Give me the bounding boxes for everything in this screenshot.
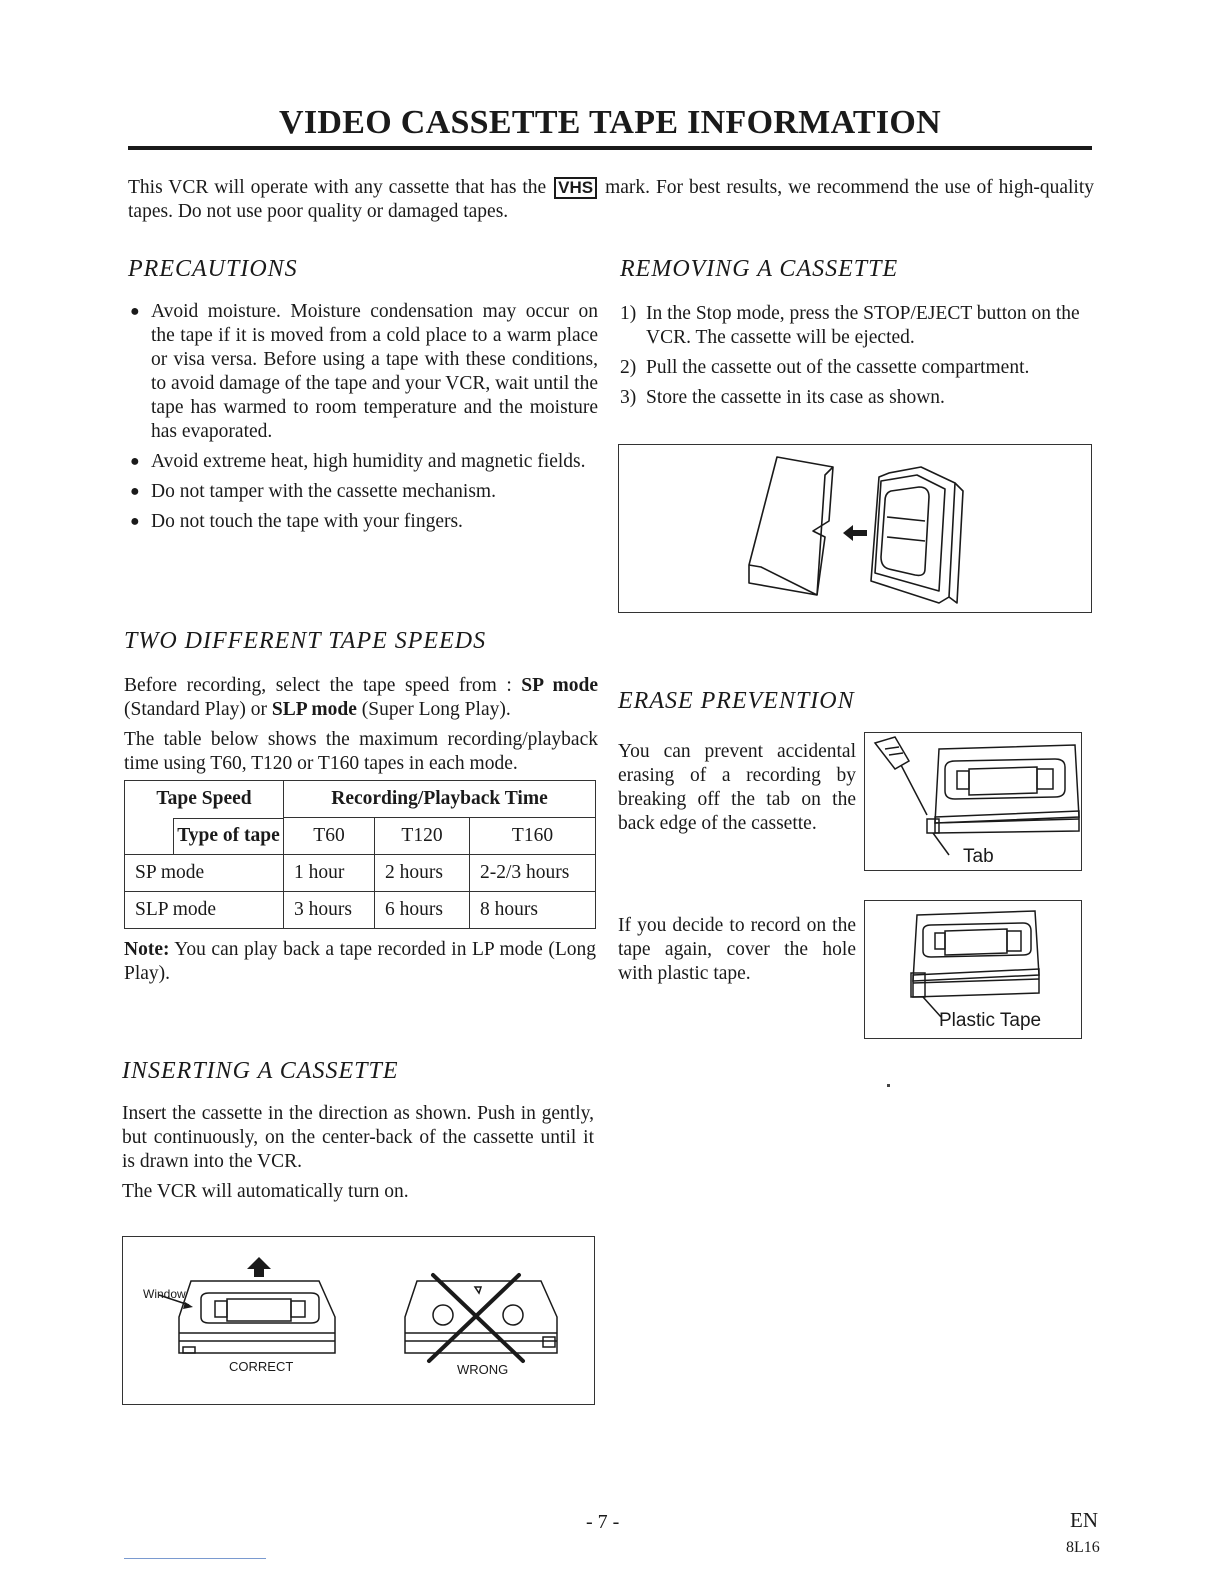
table-cell: 8 hours	[470, 892, 596, 929]
insert-cassette-figure	[122, 1236, 595, 1405]
precautions-list	[128, 300, 598, 540]
list-item: 2) Pull the cassette out of the cassette compartment.	[620, 357, 1030, 378]
tab-label: Tab	[963, 846, 994, 867]
language-code: EN	[1070, 1508, 1098, 1532]
table-cell: 2 hours	[375, 855, 470, 892]
plastic-tape-figure	[864, 900, 1082, 1039]
erase-text-2: If you decide to record on the tape again, cover the hole with plastic tape.	[618, 915, 856, 984]
erase-heading: ERASE PREVENTION	[618, 688, 855, 714]
speeds-text: Before recording, select the tape speed from : SP mode (Standard Play) or SLP mode (Super Long Play). The table below shows the maximum recording/playback time using T60, T120 or T160 tapes in each mode.	[124, 675, 598, 774]
table-row	[125, 892, 596, 929]
vhs-mark-logo: VHS	[554, 177, 597, 199]
table-header-rec-time: Recording/Playback Time	[284, 781, 596, 818]
table-header-type-cell	[125, 818, 284, 855]
list-item: ● Do not touch the tape with your fingers.	[130, 511, 463, 532]
page-title: VIDEO CASSETTE TAPE INFORMATION	[278, 104, 942, 141]
table-cell: 1 hour	[284, 855, 375, 892]
list-item: ● Do not tamper with the cassette mechanism.	[130, 481, 496, 502]
cassette-case-illustration	[619, 445, 1091, 612]
table-row	[125, 855, 596, 892]
table-col-header: T160	[470, 818, 596, 855]
table-cell: 6 hours	[375, 892, 470, 929]
page-number: - 7 -	[586, 1511, 620, 1533]
speeds-heading: TWO DIFFERENT TAPE SPEEDS	[124, 628, 487, 654]
table-header-tape-speed: Tape Speed	[125, 781, 284, 818]
precautions-heading: PRECAUTIONS	[128, 256, 298, 282]
bullet-icon: ●	[130, 303, 140, 320]
speeds-note: Note: You can play back a tape recorded in LP mode (Long Play).	[124, 939, 596, 984]
wrong-label: WRONG	[457, 1362, 509, 1377]
note-label: Note:	[124, 939, 170, 960]
inserting-paragraph: Insert the cassette in the direction as shown. Push in gently, but continuously, on the center-back of the cassette until it is drawn into the VCR.	[122, 1103, 594, 1172]
inserting-heading: INSERTING A CASSETTE	[122, 1058, 399, 1084]
bullet-icon: ●	[130, 513, 140, 530]
intro-paragraph	[128, 176, 1094, 224]
footer-rule	[124, 1558, 266, 1559]
list-item: ● Avoid extreme heat, high humidity and magnetic fields.	[130, 451, 586, 472]
plastic-tape-label: Plastic Tape	[939, 1010, 1042, 1031]
removing-steps	[620, 302, 1094, 416]
list-item: ● Avoid moisture. Moisture condensation may occur on the tape if it is moved from a cold place to a warm place or visa versa. Before using a tape with these conditions, to avoid damage of the tape and your VCR, wait until the tape has warmed to room temperature and the moisture has evaporated.	[130, 301, 598, 442]
list-item: 1) In the Stop mode, press the STOP/EJECT button on the VCR. The cassette will be ejected.	[620, 303, 1080, 348]
bullet-icon: ●	[130, 483, 140, 500]
speeds-table-intro: The table below shows the maximum recording/playback time using T60, T120 or T160 tapes in each mode.	[124, 729, 598, 774]
intro-text-after: mark. For best results, we recommend the use of high-quality tapes. Do not use poor quality or damaged tapes.	[128, 177, 1095, 222]
intro-text-before: This VCR will operate with any cassette that has the	[128, 177, 547, 198]
table-cell: SP mode	[125, 855, 284, 892]
bullet-icon: ●	[130, 453, 140, 470]
stray-dot	[887, 1084, 890, 1087]
model-code: 8L16	[1066, 1539, 1100, 1556]
inserting-text	[122, 1102, 594, 1210]
cassette-tab-illustration	[865, 733, 1081, 870]
table-cell: 2-2/3 hours	[470, 855, 596, 892]
table-col-header: T120	[375, 818, 470, 855]
cassette-plastic-tape-illustration	[865, 901, 1081, 1038]
sp-mode-label: SP mode	[521, 675, 598, 696]
table-col-header: T60	[284, 818, 375, 855]
insert-cassette-illustration	[123, 1237, 594, 1404]
inserting-paragraph: The VCR will automatically turn on.	[122, 1181, 409, 1202]
slp-mode-label: SLP mode	[271, 699, 357, 720]
table-cell: 3 hours	[284, 892, 375, 929]
window-label: Window	[143, 1287, 186, 1301]
store-cassette-figure	[618, 444, 1092, 613]
title-rule	[128, 146, 1092, 150]
list-item: 3) Store the cassette in its case as shown.	[620, 387, 945, 408]
tab-figure	[864, 732, 1082, 871]
tape-speed-table	[124, 780, 596, 929]
correct-label: CORRECT	[229, 1359, 294, 1374]
table-header-type-of-tape: Type of tape	[173, 818, 283, 855]
table-cell: SLP mode	[125, 892, 284, 929]
removing-heading: REMOVING A CASSETTE	[620, 256, 899, 282]
erase-text-1: You can prevent accidental erasing of a recording by breaking off the tab on the back edge of the cassette.	[618, 741, 856, 834]
